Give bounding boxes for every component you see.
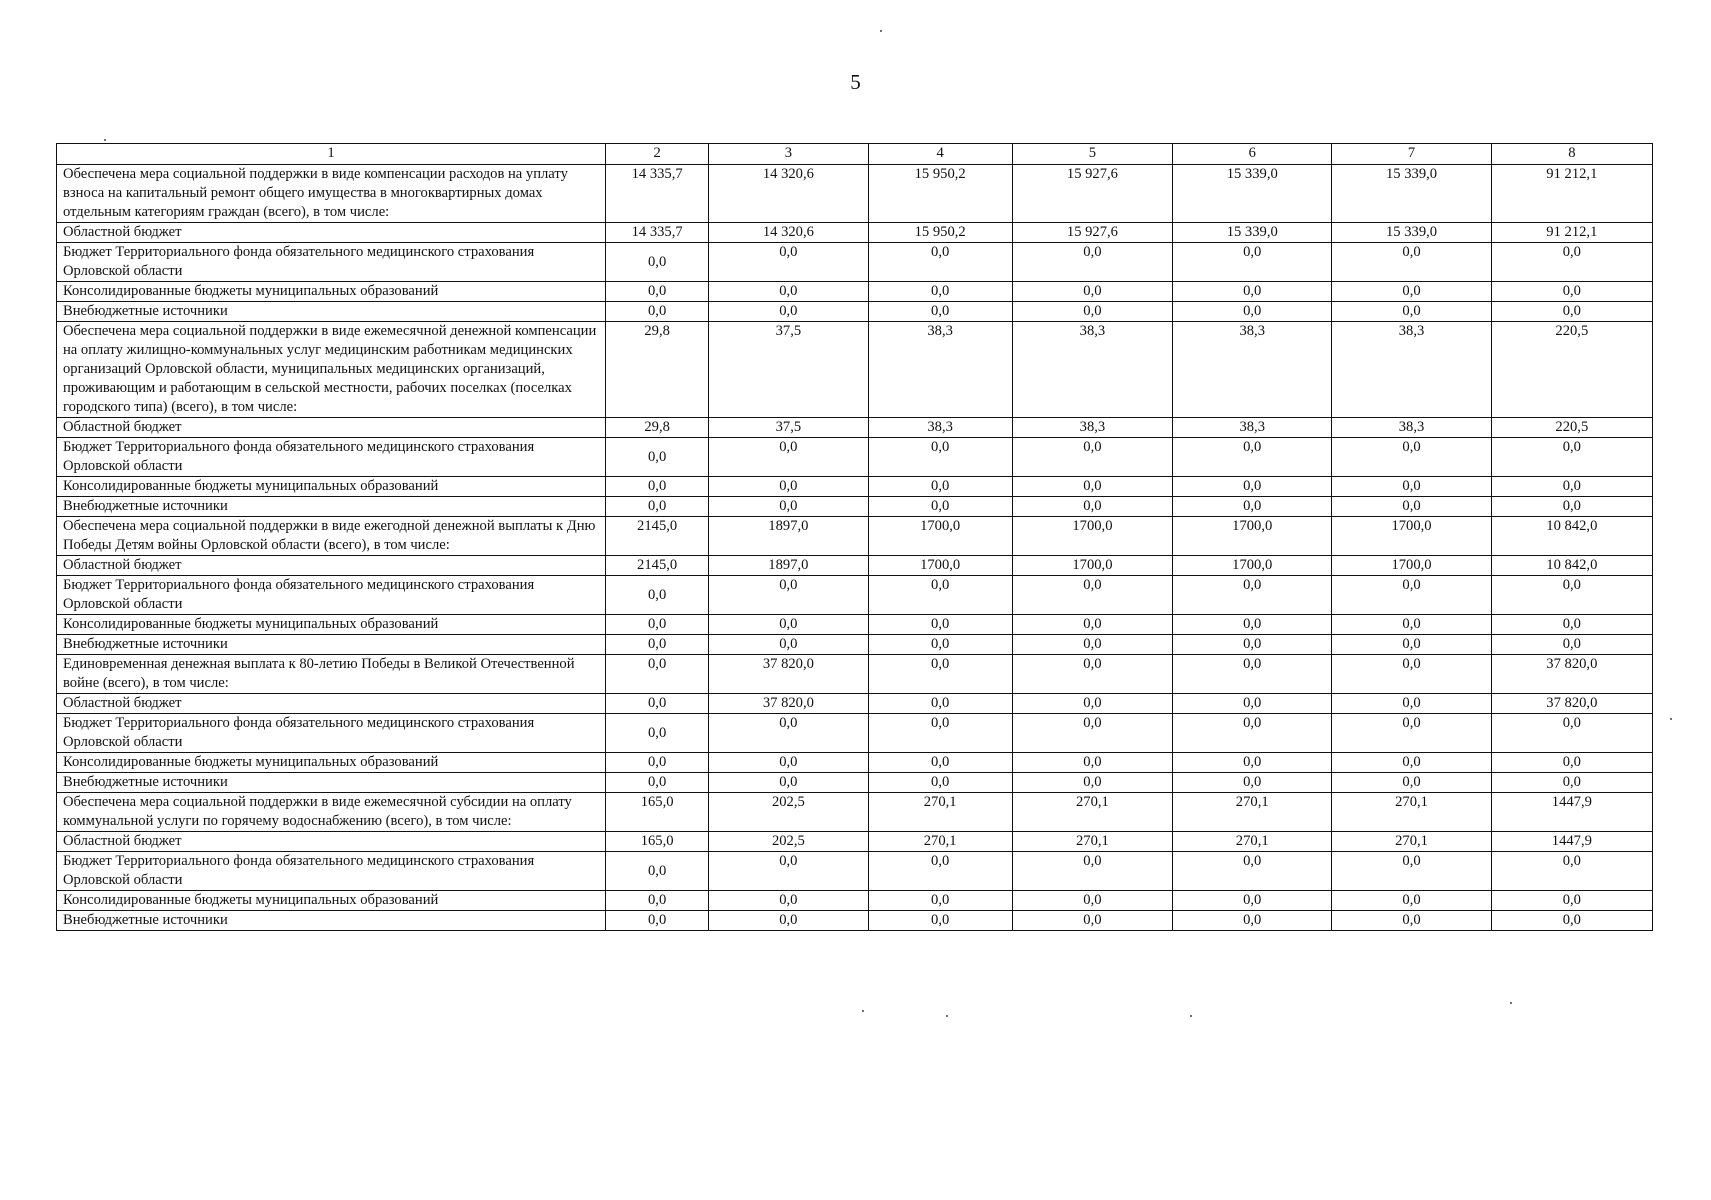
row-label: Консолидированные бюджеты муниципальных образований [57,477,606,497]
value-cell: 0,0 [868,911,1012,931]
value-cell: 0,0 [1173,753,1332,773]
value-cell: 15 950,2 [868,223,1012,243]
value-cell: 0,0 [868,282,1012,302]
value-cell: 0,0 [1491,243,1652,282]
value-cell: 0,0 [1012,694,1172,714]
value-cell: 0,0 [709,635,868,655]
column-header: 5 [1012,144,1172,165]
value-cell: 1700,0 [868,517,1012,556]
value-cell: 1897,0 [709,517,868,556]
value-cell: 0,0 [606,282,709,302]
value-cell: 0,0 [606,911,709,931]
value-cell: 0,0 [1491,911,1652,931]
table-row [57,714,1653,753]
budget-table [56,143,1653,931]
value-cell: 0,0 [1332,497,1491,517]
value-cell: 0,0 [606,852,709,891]
page-number: 5 [850,70,861,94]
value-cell: 38,3 [1012,322,1172,418]
row-label: Обеспечена мера социальной поддержки в виде ежегодной денежной выплаты к Дню Победы Детям войны Орловской области (всего), в том числе: [57,517,606,556]
table-row [57,773,1653,793]
value-cell: 37 820,0 [1491,694,1652,714]
value-cell: 38,3 [1332,418,1491,438]
table-row [57,852,1653,891]
value-cell: 0,0 [709,911,868,931]
value-cell: 0,0 [1012,635,1172,655]
value-cell: 0,0 [606,635,709,655]
column-header: 8 [1491,144,1652,165]
value-cell: 0,0 [1012,714,1172,753]
row-label: Бюджет Территориального фонда обязательного медицинского страхования Орловской области [57,576,606,615]
column-header: 3 [709,144,868,165]
value-cell: 0,0 [606,243,709,282]
table-row [57,223,1653,243]
column-header: 1 [57,144,606,165]
value-cell: 270,1 [868,793,1012,832]
value-cell: 38,3 [1012,418,1172,438]
table-row [57,615,1653,635]
column-header: 6 [1173,144,1332,165]
table-row [57,477,1653,497]
value-cell: 0,0 [1173,497,1332,517]
value-cell: 15 339,0 [1173,165,1332,223]
row-label: Внебюджетные источники [57,635,606,655]
value-cell: 0,0 [1332,773,1491,793]
value-cell: 15 950,2 [868,165,1012,223]
value-cell: 0,0 [1012,243,1172,282]
value-cell: 0,0 [1012,438,1172,477]
value-cell: 0,0 [868,891,1012,911]
row-label: Внебюджетные источники [57,773,606,793]
row-label: Областной бюджет [57,418,606,438]
value-cell: 0,0 [709,615,868,635]
table-row [57,556,1653,576]
value-cell: 37 820,0 [709,694,868,714]
value-cell: 0,0 [1173,438,1332,477]
value-cell: 0,0 [868,576,1012,615]
row-label: Консолидированные бюджеты муниципальных образований [57,615,606,635]
value-cell: 0,0 [1012,891,1172,911]
value-cell: 0,0 [709,477,868,497]
value-cell: 0,0 [868,302,1012,322]
value-cell: 0,0 [1012,576,1172,615]
value-cell: 0,0 [1012,773,1172,793]
value-cell: 0,0 [868,655,1012,694]
value-cell: 37,5 [709,418,868,438]
value-cell: 14 320,6 [709,165,868,223]
value-cell: 0,0 [1491,477,1652,497]
table-row [57,322,1653,418]
value-cell: 165,0 [606,832,709,852]
value-cell: 38,3 [868,418,1012,438]
value-cell: 0,0 [868,615,1012,635]
value-cell: 202,5 [709,832,868,852]
table-row [57,655,1653,694]
value-cell: 0,0 [1173,302,1332,322]
value-cell: 0,0 [1332,714,1491,753]
value-cell: 0,0 [709,438,868,477]
value-cell: 0,0 [709,852,868,891]
scan-speck [104,139,106,141]
value-cell: 270,1 [1012,832,1172,852]
value-cell: 270,1 [1173,793,1332,832]
value-cell: 0,0 [1491,302,1652,322]
value-cell: 0,0 [868,497,1012,517]
value-cell: 0,0 [606,302,709,322]
table-row [57,694,1653,714]
scan-speck [1190,1015,1192,1017]
value-cell: 0,0 [1012,911,1172,931]
value-cell: 0,0 [868,714,1012,753]
value-cell: 0,0 [1012,282,1172,302]
value-cell: 91 212,1 [1491,165,1652,223]
value-cell: 14 335,7 [606,165,709,223]
value-cell: 0,0 [1491,852,1652,891]
value-cell: 0,0 [709,714,868,753]
value-cell: 0,0 [1491,615,1652,635]
value-cell: 15 339,0 [1332,165,1491,223]
value-cell: 270,1 [1332,832,1491,852]
value-cell: 15 927,6 [1012,223,1172,243]
table-header-row [57,144,1653,165]
table-row [57,891,1653,911]
value-cell: 29,8 [606,418,709,438]
value-cell: 0,0 [1173,615,1332,635]
value-cell: 0,0 [709,891,868,911]
value-cell: 0,0 [709,773,868,793]
value-cell: 202,5 [709,793,868,832]
table-row [57,635,1653,655]
row-label: Областной бюджет [57,832,606,852]
value-cell: 14 320,6 [709,223,868,243]
value-cell: 15 339,0 [1332,223,1491,243]
value-cell: 0,0 [1173,477,1332,497]
value-cell: 2145,0 [606,517,709,556]
value-cell: 15 339,0 [1173,223,1332,243]
value-cell: 0,0 [868,635,1012,655]
value-cell: 165,0 [606,793,709,832]
value-cell: 0,0 [1491,576,1652,615]
value-cell: 1700,0 [1332,556,1491,576]
value-cell: 0,0 [1173,655,1332,694]
value-cell: 0,0 [1173,891,1332,911]
value-cell: 0,0 [1332,753,1491,773]
table-row [57,165,1653,223]
value-cell: 37 820,0 [1491,655,1652,694]
value-cell: 38,3 [1173,322,1332,418]
scan-speck [1510,1002,1512,1004]
table-row [57,438,1653,477]
value-cell: 10 842,0 [1491,517,1652,556]
value-cell: 220,5 [1491,418,1652,438]
value-cell: 29,8 [606,322,709,418]
value-cell: 0,0 [868,243,1012,282]
value-cell: 0,0 [606,438,709,477]
value-cell: 0,0 [1012,852,1172,891]
value-cell: 2145,0 [606,556,709,576]
value-cell: 91 212,1 [1491,223,1652,243]
row-label: Бюджет Территориального фонда обязательного медицинского страхования Орловской области [57,438,606,477]
value-cell: 0,0 [709,302,868,322]
value-cell: 38,3 [1173,418,1332,438]
scan-speck [946,1015,948,1017]
row-label: Консолидированные бюджеты муниципальных образований [57,891,606,911]
value-cell: 1447,9 [1491,793,1652,832]
value-cell: 220,5 [1491,322,1652,418]
value-cell: 0,0 [1173,635,1332,655]
value-cell: 0,0 [1173,576,1332,615]
value-cell: 0,0 [606,714,709,753]
value-cell: 0,0 [606,576,709,615]
value-cell: 38,3 [868,322,1012,418]
value-cell: 270,1 [1173,832,1332,852]
value-cell: 0,0 [1491,891,1652,911]
table-row [57,576,1653,615]
table-row [57,793,1653,832]
value-cell: 0,0 [1491,753,1652,773]
value-cell: 0,0 [606,655,709,694]
value-cell: 0,0 [1012,615,1172,635]
value-cell: 0,0 [1491,438,1652,477]
scan-speck [862,1010,864,1012]
value-cell: 0,0 [1332,243,1491,282]
value-cell: 1700,0 [868,556,1012,576]
value-cell: 0,0 [1173,773,1332,793]
value-cell: 0,0 [606,497,709,517]
value-cell: 0,0 [1173,282,1332,302]
row-label: Обеспечена мера социальной поддержки в виде ежемесячной денежной компенсации на оплату жилищно-коммунальных услуг медицинским работникам медицинских организаций Орловской области, муниципальных медицинских организаций, проживающим и работающим в сельской местности, рабочих поселках (поселках городского типа) (всего), в том числе: [57,322,606,418]
table-row [57,243,1653,282]
value-cell: 14 335,7 [606,223,709,243]
value-cell: 0,0 [868,852,1012,891]
value-cell: 0,0 [1332,302,1491,322]
row-label: Бюджет Территориального фонда обязательного медицинского страхования Орловской области [57,243,606,282]
value-cell: 0,0 [868,694,1012,714]
value-cell: 38,3 [1332,322,1491,418]
value-cell: 1700,0 [1173,556,1332,576]
value-cell: 0,0 [1332,615,1491,635]
value-cell: 0,0 [1491,714,1652,753]
value-cell: 0,0 [709,753,868,773]
value-cell: 0,0 [709,282,868,302]
value-cell: 0,0 [1332,282,1491,302]
table-row [57,418,1653,438]
value-cell: 0,0 [868,773,1012,793]
value-cell: 0,0 [1332,576,1491,615]
value-cell: 0,0 [709,497,868,517]
value-cell: 0,0 [868,753,1012,773]
value-cell: 1700,0 [1012,556,1172,576]
value-cell: 0,0 [1012,477,1172,497]
value-cell: 0,0 [606,615,709,635]
column-header: 7 [1332,144,1491,165]
value-cell: 37 820,0 [709,655,868,694]
value-cell: 0,0 [1012,753,1172,773]
table-row [57,282,1653,302]
value-cell: 0,0 [1012,497,1172,517]
row-label: Внебюджетные источники [57,911,606,931]
value-cell: 0,0 [1173,911,1332,931]
row-label: Областной бюджет [57,694,606,714]
value-cell: 0,0 [1332,438,1491,477]
value-cell: 1447,9 [1491,832,1652,852]
value-cell: 0,0 [709,576,868,615]
row-label: Внебюджетные источники [57,302,606,322]
value-cell: 0,0 [1332,694,1491,714]
value-cell: 0,0 [1173,694,1332,714]
row-label: Консолидированные бюджеты муниципальных образований [57,753,606,773]
row-label: Единовременная денежная выплата к 80-летию Победы в Великой Отечественной войне (всего), в том числе: [57,655,606,694]
value-cell: 0,0 [1332,891,1491,911]
value-cell: 0,0 [1332,852,1491,891]
value-cell: 1700,0 [1012,517,1172,556]
row-label: Обеспечена мера социальной поддержки в виде ежемесячной субсидии на оплату коммунальной услуги по горячему водоснабжению (всего), в том числе: [57,793,606,832]
value-cell: 0,0 [1173,852,1332,891]
table-row [57,302,1653,322]
row-label: Областной бюджет [57,223,606,243]
row-label: Бюджет Территориального фонда обязательного медицинского страхования Орловской области [57,714,606,753]
value-cell: 0,0 [1332,635,1491,655]
value-cell: 0,0 [1332,911,1491,931]
table-body [57,165,1653,931]
value-cell: 270,1 [1012,793,1172,832]
value-cell: 0,0 [606,753,709,773]
value-cell: 270,1 [1332,793,1491,832]
row-label: Бюджет Территориального фонда обязательного медицинского страхования Орловской области [57,852,606,891]
table-row [57,832,1653,852]
value-cell: 0,0 [709,243,868,282]
value-cell: 0,0 [1491,773,1652,793]
value-cell: 0,0 [1012,302,1172,322]
table-row [57,753,1653,773]
row-label: Внебюджетные источники [57,497,606,517]
table-row [57,911,1653,931]
value-cell: 0,0 [1491,282,1652,302]
value-cell: 1700,0 [1332,517,1491,556]
value-cell: 0,0 [606,694,709,714]
value-cell: 270,1 [868,832,1012,852]
column-header: 2 [606,144,709,165]
value-cell: 0,0 [1332,477,1491,497]
value-cell: 1700,0 [1173,517,1332,556]
value-cell: 0,0 [606,773,709,793]
value-cell: 0,0 [606,891,709,911]
table-row [57,497,1653,517]
column-header: 4 [868,144,1012,165]
value-cell: 0,0 [868,438,1012,477]
value-cell: 0,0 [868,477,1012,497]
value-cell: 0,0 [1491,497,1652,517]
value-cell: 0,0 [1173,714,1332,753]
value-cell: 10 842,0 [1491,556,1652,576]
value-cell: 15 927,6 [1012,165,1172,223]
value-cell: 37,5 [709,322,868,418]
value-cell: 0,0 [1332,655,1491,694]
row-label: Консолидированные бюджеты муниципальных образований [57,282,606,302]
value-cell: 0,0 [1491,635,1652,655]
table-row [57,517,1653,556]
value-cell: 1897,0 [709,556,868,576]
row-label: Областной бюджет [57,556,606,576]
scan-speck [880,30,882,32]
row-label: Обеспечена мера социальной поддержки в виде компенсации расходов на уплату взноса на капитальный ремонт общего имущества в многоквартирных домах отдельным категориям граждан (всего), в том числе: [57,165,606,223]
scan-speck [1670,718,1672,720]
value-cell: 0,0 [606,477,709,497]
value-cell: 0,0 [1012,655,1172,694]
value-cell: 0,0 [1173,243,1332,282]
